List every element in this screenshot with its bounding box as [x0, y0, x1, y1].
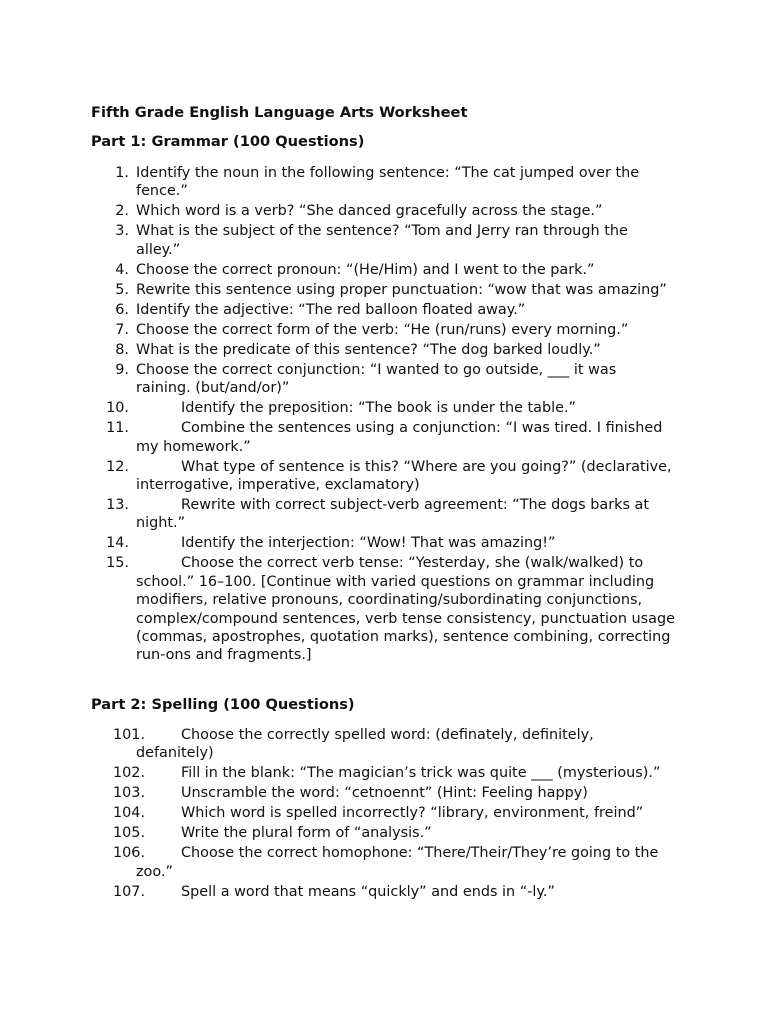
question-text: Choose the correctly spelled word: (definately, definitely, defanitely): [136, 727, 594, 762]
spelling-question-list: [91, 726, 691, 903]
part1-heading: Part 1: Grammar (100 Questions): [91, 133, 365, 150]
question-item: [91, 534, 691, 552]
question-item: [91, 361, 691, 398]
question-text: Choose the correct conjunction: “I wanted to go outside, ___ it was raining. (but/and/or)”: [136, 361, 617, 397]
question-number: 3.: [115, 223, 129, 240]
question-text: Rewrite with correct subject-verb agreement: “The dogs barks at night.”: [136, 497, 649, 532]
question-item: [91, 341, 691, 359]
question-text: Write the plural form of “analysis.”: [181, 825, 432, 842]
question-text: Spell a word that means “quickly” and ends in “-ly.”: [181, 883, 555, 900]
question-number: 14.: [106, 535, 129, 552]
question-text: Identify the preposition: “The book is under the table.”: [181, 400, 577, 417]
question-number: 7.: [115, 321, 129, 338]
question-number: 107.: [113, 883, 146, 900]
question-text: Identify the noun in the following sentence: “The cat jumped over the fence.”: [136, 165, 640, 200]
question-text: Which word is a verb? “She danced gracefully across the stage.”: [136, 203, 603, 220]
question-item: [91, 164, 691, 201]
question-number: 103.: [113, 785, 146, 802]
question-number: 4.: [115, 261, 129, 278]
question-text: Which word is spelled incorrectly? “library, environment, freind”: [181, 805, 644, 822]
question-item: [91, 301, 691, 319]
question-item: [91, 883, 691, 901]
question-number: 11.: [106, 420, 129, 437]
question-number: 10.: [106, 400, 129, 417]
question-text: Identify the adjective: “The red balloon floated away.”: [136, 301, 526, 318]
question-item: [91, 399, 691, 417]
question-item: [91, 222, 691, 259]
grammar-question-list: [91, 164, 691, 666]
question-item: [91, 261, 691, 279]
question-text: What is the predicate of this sentence? “The dog barked loudly.”: [136, 341, 601, 358]
question-number: 2.: [115, 203, 129, 220]
question-item: [91, 804, 691, 822]
question-item: [91, 202, 691, 220]
question-number: 102.: [113, 765, 146, 782]
question-number: 101.: [113, 727, 146, 743]
question-text: Combine the sentences using a conjunction: “I was tired. I finished my homework.”: [136, 420, 663, 455]
question-item: [91, 458, 691, 495]
question-number: 104.: [113, 805, 146, 822]
question-item: [91, 281, 691, 299]
question-number: 6.: [115, 301, 129, 318]
question-number: 105.: [113, 825, 146, 842]
question-item: [91, 726, 691, 763]
question-text: Choose the correct form of the verb: “He (run/runs) every morning.”: [136, 321, 629, 338]
question-number: 9.: [115, 361, 129, 378]
question-item: [91, 784, 691, 802]
part2-heading: Part 2: Spelling (100 Questions): [91, 696, 355, 713]
question-text: Identify the interjection: “Wow! That was amazing!”: [181, 535, 556, 552]
question-number: 13.: [106, 497, 129, 514]
question-number: 12.: [106, 458, 129, 475]
question-number: 8.: [115, 341, 129, 358]
question-text: Rewrite this sentence using proper punctuation: “wow that was amazing”: [136, 281, 667, 298]
question-number: 15.: [106, 555, 129, 572]
question-item: [91, 496, 691, 533]
question-number: 5.: [115, 281, 129, 298]
worksheet-title: Fifth Grade English Language Arts Worksheet: [91, 104, 468, 121]
question-item: [91, 764, 691, 782]
question-text: What is the subject of the sentence? “Tom and Jerry ran through the alley.”: [136, 223, 628, 258]
question-number: 1.: [115, 165, 129, 181]
question-item: [91, 824, 691, 842]
question-text: What type of sentence is this? “Where are you going?” (declarative, interrogative, imperative, exclamatory): [136, 458, 672, 494]
question-item: [91, 419, 691, 456]
question-number: 106.: [113, 845, 146, 862]
question-text: Choose the correct pronoun: “(He/Him) and I went to the park.”: [136, 261, 595, 278]
question-text: Fill in the blank: “The magician’s trick was quite ___ (mysterious).”: [181, 765, 661, 782]
question-text: Choose the correct homophone: “There/Their/They’re going to the zoo.”: [136, 845, 659, 880]
question-item: [91, 844, 691, 881]
question-item: [91, 554, 691, 664]
question-item: [91, 321, 691, 339]
question-text: Choose the correct verb tense: “Yesterday, she (walk/walked) to school.” 16–100. [Continue with varied questions on grammar including modifiers, relative pronouns, coordinating/subordinating conjunctions, complex/compound sentences, verb tense consistency, punctuation usage (commas, apostrophes, quotation marks), sentence combining, correcting run-ons and fragments.]: [136, 555, 675, 664]
question-text: Unscramble the word: “cetnoennt” (Hint: Feeling happy): [181, 785, 588, 802]
